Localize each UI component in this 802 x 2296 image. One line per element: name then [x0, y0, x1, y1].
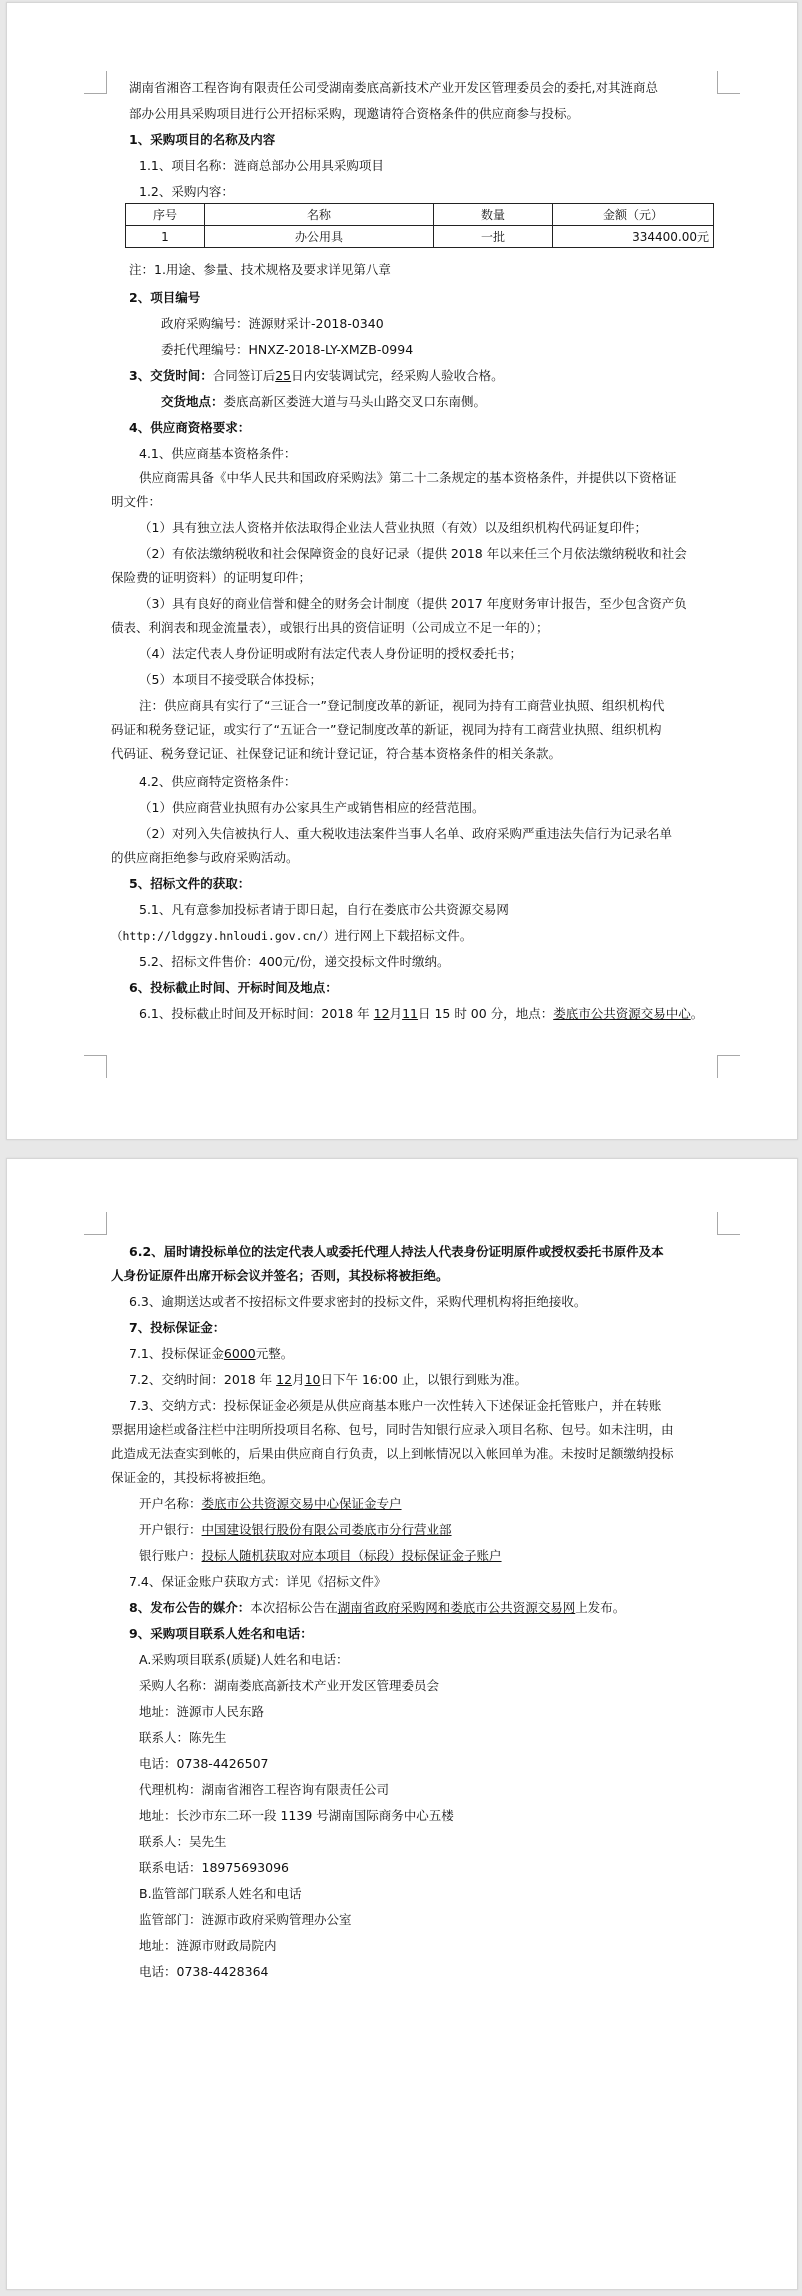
page-corner-mark: [84, 71, 107, 94]
deposit-amount: 6000: [223, 1346, 256, 1361]
media-line: [129, 1600, 739, 1616]
media-text: 上发布。: [575, 1600, 626, 1615]
table-header-cell: 金额（元）: [553, 204, 714, 226]
paragraph-line: 5.1、凡有意参加投标者请于即日起，自行在娄底市公共资源交易网: [139, 902, 509, 917]
paragraph-line: 此造成无法查实到帐的，后果由供应商自行负责，以上到帐情况以入帐回单为准。未按时足额缴纳投标: [111, 1446, 674, 1461]
requirement-line: 保险费的证明资料）的证明复印件；: [111, 570, 312, 585]
contact-line: 联系人：吴先生: [139, 1834, 227, 1849]
section-heading: 4、供应商资格要求：: [129, 420, 251, 435]
bank-account: 投标人随机获取对应本项目（标段）投标保证金子账户: [201, 1548, 502, 1563]
bank-label: 开户银行：: [139, 1522, 202, 1537]
contact-line: 监管部门：涟源市政府采购管理办公室: [139, 1912, 352, 1927]
table-cell: 1: [126, 226, 205, 248]
section-heading: 5、招标文件的获取：: [129, 876, 251, 891]
table-header-cell: 名称: [205, 204, 434, 226]
section-heading: 1、采购项目的名称及内容: [129, 132, 276, 147]
media-text: 本次招标公告在: [250, 1600, 338, 1615]
table-cell: 一批: [434, 226, 553, 248]
note-line: 注：1.用途、参量、技术规格及要求详见第八章: [129, 262, 391, 277]
deadline-text: 。: [690, 1006, 704, 1021]
paragraph-line: 7.3、交纳方式：投标保证金必须是从供应商基本账户一次性转入下述保证金托管账户，并在转账: [129, 1398, 662, 1413]
section-heading: 2、项目编号: [129, 290, 201, 305]
delivery-location-text: 娄底高新区娄涟大道与马头山路交叉口东南侧。: [223, 394, 487, 409]
deadline-line: [139, 1006, 749, 1022]
contact-line: 电话：0738-4426507: [139, 1756, 269, 1771]
table-row: [126, 226, 714, 248]
contact-line: 地址：涟源市财政局院内: [139, 1938, 277, 1953]
section-heading: 8、发布公告的媒介：: [129, 1600, 251, 1615]
paragraph-line: 保证金的，其投标将被拒绝。: [111, 1470, 274, 1485]
requirement-line: （2）对列入失信被执行人、重大税收违法案件当事人名单、政府采购严重违法失信行为记录名单: [139, 826, 672, 841]
purchase-content-label: 1.2、采购内容：: [139, 184, 234, 199]
table-header-row: [126, 204, 714, 226]
requirement-line: （5）本项目不接受联合体投标；: [139, 672, 322, 687]
table-header-cell: 序号: [126, 204, 205, 226]
procurement-table: [125, 203, 714, 248]
contact-line: 电话：0738-4428364: [139, 1964, 269, 1979]
subsection-heading: 4.1、供应商基本资格条件：: [139, 446, 297, 461]
deadline-day: 11: [402, 1006, 418, 1021]
media-names: 湖南省政府采购网和娄底市公共资源交易网: [337, 1600, 576, 1615]
requirement-line: （1）具有独立法人资格并依法取得企业法人营业执照（有效）以及组织机构代码证复印件；: [139, 520, 647, 535]
delivery-text: 合同签订后: [212, 368, 276, 383]
agent-number: 委托代理编号：HNXZ-2018-LY-XMZB-0994: [161, 342, 414, 357]
deposit-month: 12: [276, 1372, 293, 1387]
bank-account-label: 银行账户：: [139, 1548, 202, 1563]
contact-line: 地址：长沙市东二环一段 1139 号湖南国际商务中心五楼: [139, 1808, 454, 1823]
download-url: （http://ldggzy.hnloudi.gov.cn/）: [111, 929, 335, 943]
contact-line: 采购人名称：湖南娄底高新技术产业开发区管理委员会: [139, 1678, 440, 1693]
contact-line: A.采购项目联系(质疑)人姓名和电话：: [139, 1652, 349, 1667]
note-line: 码证和税务登记证，或实行了“五证合一”登记制度改革的新证，视同为持有工商营业执照、组织机构: [111, 722, 662, 737]
document-page-2: [6, 1158, 798, 2290]
contact-line: B.监管部门联系人姓名和电话: [139, 1886, 302, 1901]
project-name: 1.1、项目名称：涟商总部办公用具采购项目: [139, 158, 384, 173]
requirement-line: 债表、利润表和现金流量表），或银行出具的资信证明（公司成立不足一年的）；: [111, 620, 549, 635]
paragraph-line: 5.2、招标文件售价：400元/份，递交投标文件时缴纳。: [139, 954, 450, 969]
section-heading: 7、投标保证金：: [129, 1320, 226, 1335]
section-heading: 9、采购项目联系人姓名和电话：: [129, 1626, 313, 1641]
deposit-text: 7.1、投标保证金: [129, 1346, 224, 1361]
deposit-time-line: [129, 1372, 739, 1388]
deadline-text: 月: [389, 1006, 403, 1021]
deadline-month: 12: [373, 1006, 390, 1021]
section-heading: 6、投标截止时间、开标时间及地点：: [129, 980, 338, 995]
table-cell: 办公用具: [205, 226, 434, 248]
paragraph-line: 供应商需具备《中华人民共和国政府采购法》第二十二条规定的基本资格条件，并提供以下资格证: [139, 470, 677, 485]
deadline-text: 6.1、投标截止时间及开标时间：2018 年: [139, 1006, 370, 1021]
deadline-text: 日 15 时 00 分，地点：: [417, 1006, 554, 1021]
deposit-amount-line: [129, 1346, 739, 1362]
bank-name: 中国建设银行股份有限公司娄底市分行营业部: [201, 1522, 452, 1537]
delivery-location: [161, 394, 771, 410]
download-line: [111, 928, 721, 944]
delivery-text: 日内安装调试完，经采购人验收合格。: [291, 368, 504, 383]
table-cell: 334400.00元: [553, 226, 714, 248]
requirement-line: 的供应商拒绝参与政府采购活动。: [111, 850, 299, 865]
requirement-line: （3）具有良好的商业信誉和健全的财务会计制度（提供 2017 年度财务审计报告，至少包含资产负: [139, 596, 687, 611]
intro-line: 部办公用具采购项目进行公开招标采购，现邀请符合资格条件的供应商参与投标。: [129, 106, 580, 121]
page-corner-mark: [717, 1055, 740, 1078]
delivery-location-label: 交货地点：: [161, 394, 224, 409]
paragraph-line: 7.4、保证金账户获取方式：详见《招标文件》: [129, 1574, 387, 1589]
deadline-place: 娄底市公共资源交易中心: [553, 1006, 691, 1021]
deposit-day: 10: [304, 1372, 321, 1387]
requirement-line: （2）有依法缴纳税收和社会保障资金的良好记录（提供 2018 年以来任三个月依法缴纳税收和社会: [139, 546, 687, 561]
bank-account-line: [139, 1548, 749, 1564]
intro-line: 湖南省湘咨工程咨询有限责任公司受湖南娄底高新技术产业开发区管理委员会的委托,对其涟商总: [129, 80, 658, 95]
section-heading: 3、交货时间：: [129, 368, 213, 383]
paragraph-line: 票据用途栏或备注栏中注明所投项目名称、包号，同时告知银行应录入项目名称、包号。如未注明，由: [111, 1422, 674, 1437]
account-name: 娄底市公共资源交易中心保证金专户: [201, 1496, 402, 1511]
requirement-line: （4）法定代表人身份证明或附有法定代表人身份证明的授权委托书；: [139, 646, 522, 661]
paragraph-line: 6.3、逾期送达或者不按招标文件要求密封的投标文件，采购代理机构将拒绝接收。: [129, 1294, 587, 1309]
paragraph-line: 人身份证原件出席开标会议并签名；否则，其投标将被拒绝。: [111, 1268, 449, 1283]
account-name-label: 开户名称：: [139, 1496, 202, 1511]
contact-line: 联系人：陈先生: [139, 1730, 227, 1745]
document-page-1: [6, 2, 798, 1140]
gov-procurement-number: 政府采购编号：涟源财采计-2018-0340: [161, 316, 384, 331]
contact-line: 联系电话：18975693096: [139, 1860, 289, 1875]
page-corner-mark: [84, 1055, 107, 1078]
deposit-text: 7.2、交纳时间：2018 年: [129, 1372, 273, 1387]
contact-line: 代理机构：湖南省湘咨工程咨询有限责任公司: [139, 1782, 390, 1797]
bank-line: [139, 1522, 749, 1538]
table-header-cell: 数量: [434, 204, 553, 226]
delivery-time: [129, 368, 739, 384]
paragraph-line: 明文件：: [111, 494, 162, 509]
download-text: 进行网上下载招标文件。: [334, 928, 473, 943]
deposit-text: 日下午 16:00 止，以银行到账为准。: [320, 1372, 527, 1387]
account-name-line: [139, 1496, 749, 1512]
note-line: 注：供应商具有实行了“三证合一”登记制度改革的新证，视同为持有工商营业执照、组织机构代: [139, 698, 665, 713]
subsection-heading: 4.2、供应商特定资格条件：: [139, 774, 297, 789]
requirement-line: （1）供应商营业执照有办公家具生产或销售相应的经营范围。: [139, 800, 485, 815]
contact-line: 地址：涟源市人民东路: [139, 1704, 265, 1719]
deposit-text: 元整。: [255, 1346, 294, 1361]
page-corner-mark: [717, 1212, 740, 1235]
note-line: 代码证、税务登记证、社保登记证和统计登记证，符合基本资格条件的相关条款。: [111, 746, 562, 761]
delivery-days: 25: [275, 368, 292, 383]
deposit-text: 月: [292, 1372, 305, 1387]
paragraph-line: 6.2、届时请投标单位的法定代表人或委托代理人持法人代表身份证明原件或授权委托书原件及本: [129, 1244, 664, 1259]
page-corner-mark: [84, 1212, 107, 1235]
